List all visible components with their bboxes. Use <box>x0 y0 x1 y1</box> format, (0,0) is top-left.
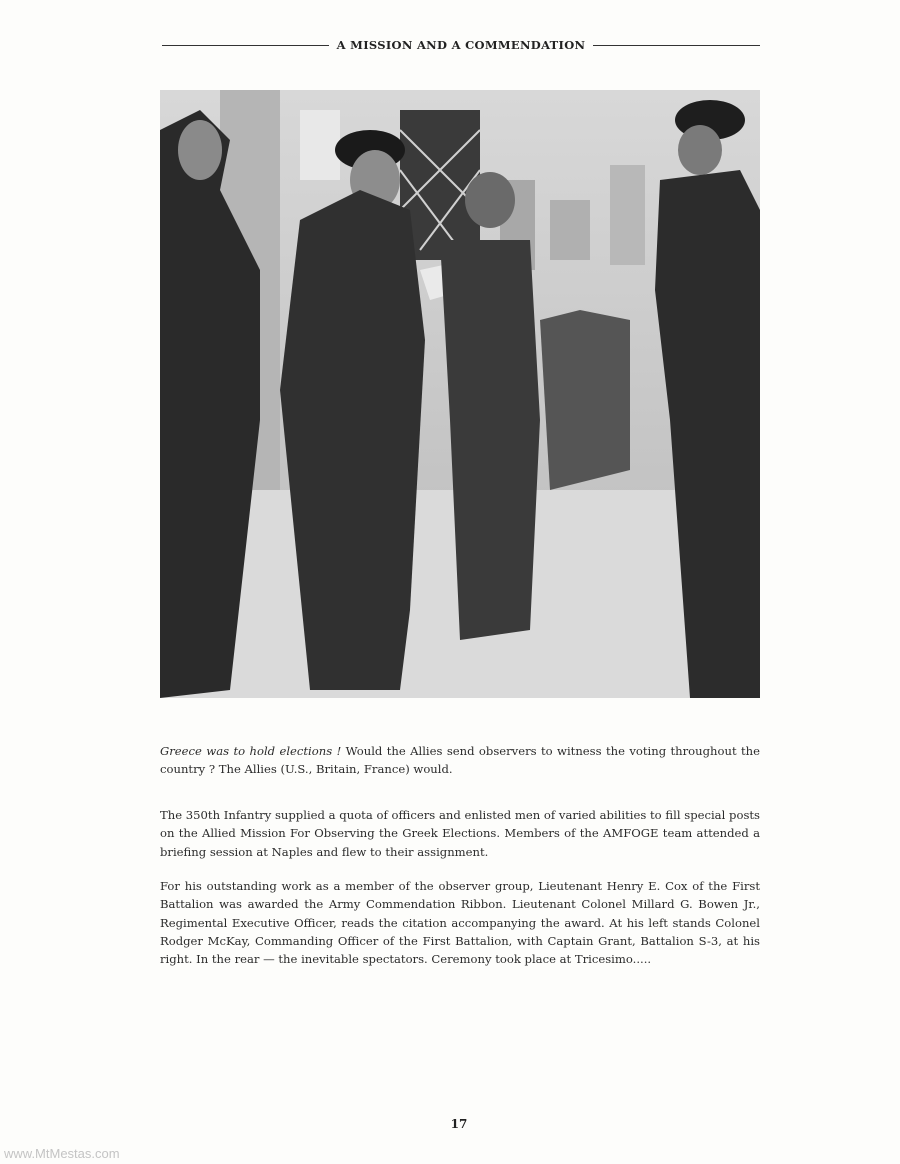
paragraph-2-body: The 350th Infantry supplied a quota of officers and enlisted men of varied abilities to fill special posts on the Allied Mission For Observing the Greek Elections. Members of the AMFOGE team attended a briefing session at Naples and flew to their assignment. <box>160 808 760 859</box>
header-rule-right <box>593 45 760 46</box>
header-rule-left <box>162 45 329 46</box>
paragraph-3-body: For his outstanding work as a member of the observer group, Lieutenant Henry E. Cox of the First Battalion was awarded the Army Commendation Ribbon. Lieutenant Colonel Millard G. Bowen Jr., Regimental Executive Officer, reads the citation accompanying the award. At his left stands Colonel Rodger McKay, Commanding Officer of the First Battalion, with Captain Grant, Battalion S-3, at his right. In the rear — the inevitable spectators. Ceremony took place at Tricesimo..... <box>160 879 760 967</box>
paragraph-1-lead: Greece was to hold elections ! <box>160 744 342 758</box>
paragraph-1 <box>160 742 760 779</box>
page-number: 17 <box>450 1117 468 1131</box>
paragraph-2 <box>160 806 760 861</box>
watermark: www.MtMestas.com <box>4 1146 120 1161</box>
paragraph-3 <box>160 877 760 968</box>
running-header <box>162 37 760 53</box>
header-title: A MISSION AND A COMMENDATION <box>336 38 586 52</box>
ceremony-photo <box>160 90 760 698</box>
paragraph-1-body: Would the Allies send observers to witness the voting throughout the country ? The Allies (U.S., Britain, France) would. <box>160 744 761 777</box>
